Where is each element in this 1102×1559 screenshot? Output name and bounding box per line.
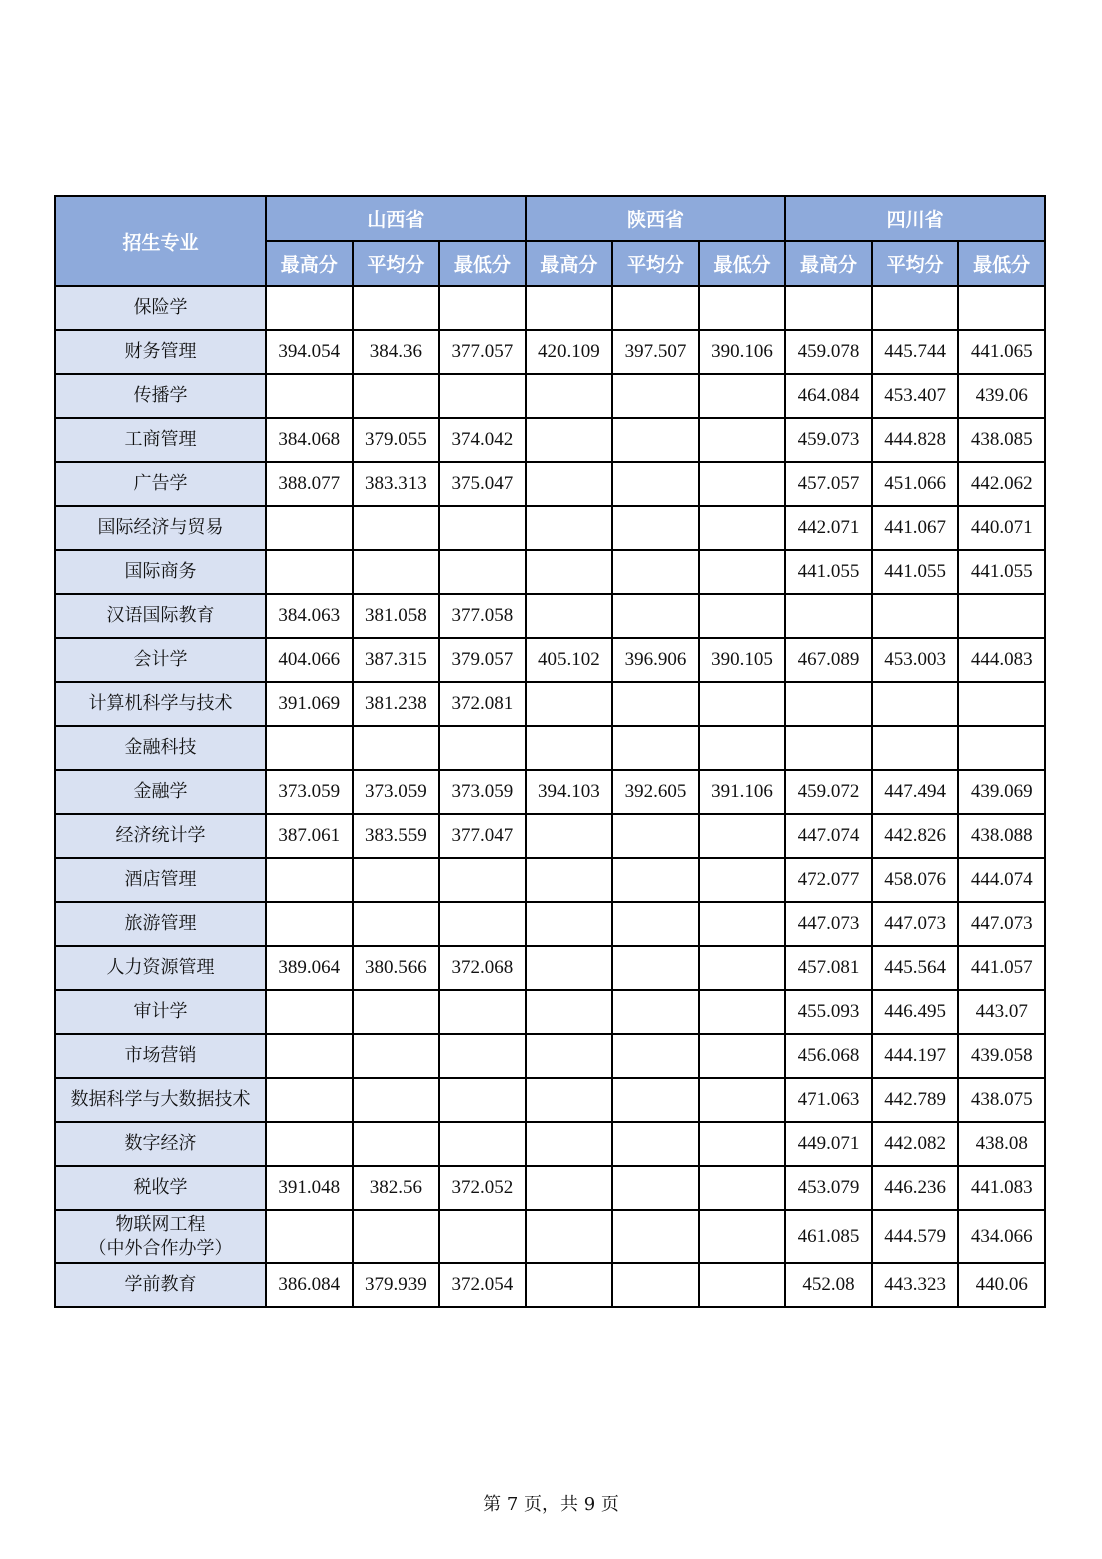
sub-header-min-score: 最低分 xyxy=(699,241,786,286)
score-cell-avg-score xyxy=(612,1166,699,1210)
score-cell-max-score: 404.066 xyxy=(266,638,353,682)
score-cell-avg-score: 442.082 xyxy=(872,1122,959,1166)
table-row xyxy=(55,1166,1045,1210)
score-cell-min-score: 440.06 xyxy=(958,1263,1045,1307)
score-cell-avg-score xyxy=(612,946,699,990)
score-cell-max-score xyxy=(266,1210,353,1263)
score-cell-max-score xyxy=(526,506,613,550)
score-cell-max-score xyxy=(266,990,353,1034)
score-cell-min-score xyxy=(699,858,786,902)
major-cell xyxy=(55,990,266,1034)
major-name: 保险学 xyxy=(133,297,188,318)
score-cell-avg-score: 444.197 xyxy=(872,1034,959,1078)
score-cell-min-score xyxy=(699,1210,786,1263)
score-cell-avg-score: 442.826 xyxy=(872,814,959,858)
score-cell-min-score xyxy=(699,946,786,990)
major-cell xyxy=(55,638,266,682)
score-cell-max-score xyxy=(266,374,353,418)
score-cell-avg-score: 383.313 xyxy=(353,462,440,506)
table-row xyxy=(55,946,1045,990)
score-cell-max-score: 391.048 xyxy=(266,1166,353,1210)
score-cell-min-score xyxy=(699,726,786,770)
major-cell xyxy=(55,1078,266,1122)
score-cell-min-score xyxy=(958,682,1045,726)
score-cell-min-score: 444.083 xyxy=(958,638,1045,682)
score-cell-avg-score xyxy=(353,1210,440,1263)
province-header-sichuan: 四川省 xyxy=(785,196,1045,241)
score-cell-min-score xyxy=(439,990,526,1034)
score-cell-min-score xyxy=(699,990,786,1034)
score-cell-avg-score: 382.56 xyxy=(353,1166,440,1210)
score-cell-avg-score: 453.003 xyxy=(872,638,959,682)
score-cell-min-score: 439.069 xyxy=(958,770,1045,814)
score-cell-min-score xyxy=(699,902,786,946)
major-name: 人力资源管理 xyxy=(106,957,215,978)
score-cell-max-score: 472.077 xyxy=(785,858,872,902)
score-cell-max-score: 461.085 xyxy=(785,1210,872,1263)
major-cell xyxy=(55,418,266,462)
score-cell-avg-score xyxy=(872,286,959,330)
score-cell-min-score xyxy=(699,1034,786,1078)
score-cell-min-score xyxy=(699,814,786,858)
table-row xyxy=(55,1078,1045,1122)
score-cell-min-score: 379.057 xyxy=(439,638,526,682)
score-cell-min-score: 440.071 xyxy=(958,506,1045,550)
score-cell-max-score xyxy=(526,1263,613,1307)
sub-header-min-score: 最低分 xyxy=(439,241,526,286)
score-cell-min-score xyxy=(699,594,786,638)
score-cell-min-score: 441.083 xyxy=(958,1166,1045,1210)
score-cell-max-score: 449.071 xyxy=(785,1122,872,1166)
major-cell xyxy=(55,1034,266,1078)
major-name: 旅游管理 xyxy=(124,913,197,934)
score-cell-avg-score: 380.566 xyxy=(353,946,440,990)
score-cell-max-score xyxy=(526,594,613,638)
table-row xyxy=(55,374,1045,418)
table-row xyxy=(55,594,1045,638)
score-cell-min-score: 373.059 xyxy=(439,770,526,814)
score-cell-avg-score: 446.495 xyxy=(872,990,959,1034)
major-cell xyxy=(55,374,266,418)
score-cell-max-score xyxy=(526,550,613,594)
score-cell-max-score xyxy=(266,286,353,330)
score-cell-max-score: 457.081 xyxy=(785,946,872,990)
score-cell-max-score: 384.068 xyxy=(266,418,353,462)
score-cell-avg-score xyxy=(612,1034,699,1078)
score-cell-avg-score: 444.579 xyxy=(872,1210,959,1263)
score-cell-min-score: 372.054 xyxy=(439,1263,526,1307)
major-cell xyxy=(55,858,266,902)
score-cell-max-score xyxy=(526,1034,613,1078)
score-cell-max-score: 455.093 xyxy=(785,990,872,1034)
score-cell-avg-score xyxy=(353,550,440,594)
score-cell-max-score xyxy=(526,946,613,990)
score-cell-max-score: 442.071 xyxy=(785,506,872,550)
score-cell-min-score: 442.062 xyxy=(958,462,1045,506)
table-row xyxy=(55,1034,1045,1078)
score-cell-avg-score: 447.494 xyxy=(872,770,959,814)
table-row xyxy=(55,814,1045,858)
score-cell-max-score: 405.102 xyxy=(526,638,613,682)
score-cell-max-score xyxy=(526,726,613,770)
score-cell-min-score: 447.073 xyxy=(958,902,1045,946)
score-cell-avg-score xyxy=(353,286,440,330)
major-cell xyxy=(55,330,266,374)
score-cell-min-score: 439.058 xyxy=(958,1034,1045,1078)
score-cell-avg-score xyxy=(353,858,440,902)
score-cell-min-score xyxy=(699,1263,786,1307)
score-cell-min-score xyxy=(699,1078,786,1122)
major-name: 数字经济 xyxy=(124,1133,197,1154)
major-name: 金融学 xyxy=(133,781,188,802)
table-row xyxy=(55,990,1045,1034)
score-cell-avg-score: 396.906 xyxy=(612,638,699,682)
score-cell-avg-score: 451.066 xyxy=(872,462,959,506)
score-cell-min-score xyxy=(958,594,1045,638)
score-cell-min-score: 441.065 xyxy=(958,330,1045,374)
score-cell-avg-score xyxy=(353,1034,440,1078)
score-cell-avg-score: 444.828 xyxy=(872,418,959,462)
score-cell-avg-score: 384.36 xyxy=(353,330,440,374)
score-cell-min-score: 391.106 xyxy=(699,770,786,814)
score-cell-avg-score: 441.067 xyxy=(872,506,959,550)
major-name: 酒店管理 xyxy=(124,869,197,890)
score-cell-avg-score: 397.507 xyxy=(612,330,699,374)
score-cell-min-score xyxy=(699,550,786,594)
table-row xyxy=(55,770,1045,814)
score-cell-min-score: 374.042 xyxy=(439,418,526,462)
score-cell-min-score xyxy=(699,1166,786,1210)
table-row xyxy=(55,330,1045,374)
score-cell-max-score xyxy=(785,594,872,638)
score-cell-min-score: 377.047 xyxy=(439,814,526,858)
score-cell-max-score xyxy=(526,1078,613,1122)
table-row xyxy=(55,286,1045,330)
score-cell-avg-score xyxy=(612,726,699,770)
score-cell-max-score: 441.055 xyxy=(785,550,872,594)
admission-scores-table xyxy=(54,195,1046,1308)
table-row xyxy=(55,1210,1045,1263)
score-cell-avg-score: 379.055 xyxy=(353,418,440,462)
score-cell-min-score xyxy=(439,374,526,418)
major-cell xyxy=(55,814,266,858)
score-cell-avg-score: 458.076 xyxy=(872,858,959,902)
sub-header-max-score: 最高分 xyxy=(785,241,872,286)
score-cell-max-score xyxy=(526,1166,613,1210)
score-cell-max-score: 459.078 xyxy=(785,330,872,374)
table-row xyxy=(55,550,1045,594)
score-cell-min-score: 375.047 xyxy=(439,462,526,506)
score-cell-min-score: 390.105 xyxy=(699,638,786,682)
score-cell-min-score xyxy=(439,1122,526,1166)
score-cell-max-score: 464.084 xyxy=(785,374,872,418)
score-cell-max-score xyxy=(526,462,613,506)
score-cell-avg-score xyxy=(612,990,699,1034)
score-cell-avg-score xyxy=(612,374,699,418)
score-cell-min-score xyxy=(439,726,526,770)
score-cell-avg-score xyxy=(612,594,699,638)
major-cell xyxy=(55,506,266,550)
score-cell-min-score xyxy=(699,374,786,418)
score-cell-max-score xyxy=(266,1034,353,1078)
score-cell-min-score xyxy=(439,286,526,330)
score-cell-avg-score xyxy=(353,902,440,946)
score-cell-avg-score xyxy=(612,1122,699,1166)
score-cell-avg-score xyxy=(612,1078,699,1122)
score-cell-avg-score xyxy=(353,1122,440,1166)
score-cell-avg-score xyxy=(612,1210,699,1263)
score-cell-max-score: 387.061 xyxy=(266,814,353,858)
major-cell xyxy=(55,946,266,990)
major-cell xyxy=(55,1122,266,1166)
score-cell-min-score: 434.066 xyxy=(958,1210,1045,1263)
score-cell-min-score: 441.055 xyxy=(958,550,1045,594)
score-cell-min-score xyxy=(439,902,526,946)
major-name: 税收学 xyxy=(133,1177,188,1198)
score-cell-max-score: 453.079 xyxy=(785,1166,872,1210)
major-name: 经济统计学 xyxy=(115,825,206,846)
score-cell-avg-score xyxy=(872,726,959,770)
score-cell-avg-score: 381.238 xyxy=(353,682,440,726)
score-cell-avg-score xyxy=(353,990,440,1034)
score-cell-max-score xyxy=(526,990,613,1034)
table-row xyxy=(55,902,1045,946)
score-cell-max-score: 467.089 xyxy=(785,638,872,682)
score-cell-avg-score xyxy=(353,1078,440,1122)
score-cell-min-score: 372.068 xyxy=(439,946,526,990)
major-cell xyxy=(55,726,266,770)
score-cell-avg-score: 373.059 xyxy=(353,770,440,814)
score-cell-avg-score xyxy=(612,462,699,506)
major-name: 学前教育 xyxy=(124,1274,197,1295)
major-cell xyxy=(55,286,266,330)
major-name: 数据科学与大数据技术 xyxy=(70,1089,251,1110)
score-cell-max-score xyxy=(785,726,872,770)
score-cell-min-score: 443.07 xyxy=(958,990,1045,1034)
score-cell-max-score xyxy=(266,506,353,550)
score-cell-avg-score xyxy=(353,506,440,550)
table-row xyxy=(55,726,1045,770)
score-cell-min-score xyxy=(699,1122,786,1166)
score-cell-avg-score: 445.744 xyxy=(872,330,959,374)
major-cell xyxy=(55,682,266,726)
major-name-note: （中外合作办学） xyxy=(88,1237,233,1259)
score-cell-avg-score xyxy=(612,286,699,330)
score-cell-min-score: 438.075 xyxy=(958,1078,1045,1122)
major-cell xyxy=(55,550,266,594)
major-name: 国际商务 xyxy=(124,561,197,582)
sub-header-avg-score: 平均分 xyxy=(353,241,440,286)
score-cell-avg-score xyxy=(353,374,440,418)
score-cell-max-score xyxy=(266,1122,353,1166)
score-cell-avg-score xyxy=(872,594,959,638)
score-cell-max-score: 391.069 xyxy=(266,682,353,726)
score-cell-max-score xyxy=(266,902,353,946)
score-cell-min-score xyxy=(439,1078,526,1122)
score-cell-max-score: 456.068 xyxy=(785,1034,872,1078)
score-cell-min-score: 377.057 xyxy=(439,330,526,374)
score-cell-avg-score xyxy=(612,682,699,726)
score-cell-min-score: 372.052 xyxy=(439,1166,526,1210)
major-name: 国际经济与贸易 xyxy=(97,517,224,538)
score-cell-min-score xyxy=(699,506,786,550)
major-name: 计算机科学与技术 xyxy=(88,693,233,714)
major-column-header: 招生专业 xyxy=(55,196,266,286)
major-name: 市场营销 xyxy=(124,1045,197,1066)
score-cell-avg-score: 387.315 xyxy=(353,638,440,682)
score-cell-min-score: 438.08 xyxy=(958,1122,1045,1166)
major-name: 财务管理 xyxy=(124,341,197,362)
score-cell-max-score xyxy=(785,682,872,726)
score-cell-avg-score xyxy=(612,858,699,902)
major-name: 物联网工程 xyxy=(115,1213,206,1235)
score-cell-max-score xyxy=(526,374,613,418)
score-cell-min-score xyxy=(439,550,526,594)
score-cell-max-score xyxy=(785,286,872,330)
score-cell-min-score xyxy=(699,286,786,330)
score-cell-avg-score xyxy=(872,682,959,726)
sub-header-max-score: 最高分 xyxy=(526,241,613,286)
score-cell-min-score xyxy=(699,462,786,506)
score-cell-max-score: 457.057 xyxy=(785,462,872,506)
table-row xyxy=(55,506,1045,550)
score-cell-max-score: 394.054 xyxy=(266,330,353,374)
table-row xyxy=(55,682,1045,726)
score-cell-min-score: 372.081 xyxy=(439,682,526,726)
major-name: 汉语国际教育 xyxy=(106,605,215,626)
score-cell-min-score xyxy=(699,418,786,462)
score-cell-max-score: 471.063 xyxy=(785,1078,872,1122)
major-name: 审计学 xyxy=(133,1001,188,1022)
score-cell-avg-score xyxy=(353,726,440,770)
score-cell-min-score xyxy=(439,858,526,902)
score-cell-min-score: 439.06 xyxy=(958,374,1045,418)
score-cell-avg-score: 446.236 xyxy=(872,1166,959,1210)
score-cell-max-score: 452.08 xyxy=(785,1263,872,1307)
major-cell xyxy=(55,902,266,946)
score-cell-min-score: 438.088 xyxy=(958,814,1045,858)
score-cell-avg-score: 381.058 xyxy=(353,594,440,638)
score-cell-min-score xyxy=(439,1034,526,1078)
score-cell-max-score xyxy=(526,902,613,946)
major-cell xyxy=(55,1263,266,1307)
table-row xyxy=(55,462,1045,506)
score-cell-avg-score xyxy=(612,506,699,550)
table-row xyxy=(55,1263,1045,1307)
score-cell-avg-score xyxy=(612,550,699,594)
score-cell-max-score: 388.077 xyxy=(266,462,353,506)
score-cell-min-score: 444.074 xyxy=(958,858,1045,902)
score-cell-min-score: 390.106 xyxy=(699,330,786,374)
score-cell-max-score: 447.074 xyxy=(785,814,872,858)
score-cell-avg-score: 453.407 xyxy=(872,374,959,418)
score-cell-max-score xyxy=(526,1122,613,1166)
score-cell-min-score: 438.085 xyxy=(958,418,1045,462)
score-cell-avg-score: 443.323 xyxy=(872,1263,959,1307)
score-cell-avg-score xyxy=(612,814,699,858)
score-cell-avg-score: 392.605 xyxy=(612,770,699,814)
score-cell-max-score xyxy=(266,550,353,594)
major-cell xyxy=(55,594,266,638)
score-cell-max-score xyxy=(266,726,353,770)
score-cell-max-score xyxy=(526,858,613,902)
score-cell-avg-score: 442.789 xyxy=(872,1078,959,1122)
score-cell-avg-score: 445.564 xyxy=(872,946,959,990)
score-cell-max-score xyxy=(526,418,613,462)
score-cell-max-score xyxy=(526,814,613,858)
score-cell-max-score: 459.073 xyxy=(785,418,872,462)
major-cell xyxy=(55,1166,266,1210)
major-cell xyxy=(55,770,266,814)
score-cell-min-score xyxy=(958,726,1045,770)
score-cell-avg-score: 379.939 xyxy=(353,1263,440,1307)
score-cell-max-score xyxy=(266,1078,353,1122)
sub-header-max-score: 最高分 xyxy=(266,241,353,286)
table-row xyxy=(55,858,1045,902)
sub-header-avg-score: 平均分 xyxy=(872,241,959,286)
score-cell-avg-score: 441.055 xyxy=(872,550,959,594)
major-name: 工商管理 xyxy=(124,429,197,450)
score-cell-min-score xyxy=(699,682,786,726)
province-header-shanxi: 山西省 xyxy=(266,196,526,241)
sub-header-min-score: 最低分 xyxy=(958,241,1045,286)
score-cell-min-score: 377.058 xyxy=(439,594,526,638)
page-footer: 第 7 页，共 9 页 xyxy=(483,1494,619,1515)
score-cell-max-score: 389.064 xyxy=(266,946,353,990)
score-cell-max-score: 459.072 xyxy=(785,770,872,814)
score-cell-max-score xyxy=(526,682,613,726)
major-cell xyxy=(55,1210,266,1263)
score-cell-avg-score: 383.559 xyxy=(353,814,440,858)
score-cell-max-score: 373.059 xyxy=(266,770,353,814)
score-cell-min-score: 441.057 xyxy=(958,946,1045,990)
score-cell-avg-score xyxy=(612,902,699,946)
score-cell-min-score xyxy=(958,286,1045,330)
score-cell-max-score xyxy=(526,1210,613,1263)
major-name: 金融科技 xyxy=(124,737,197,758)
sub-header-avg-score: 平均分 xyxy=(612,241,699,286)
table-row xyxy=(55,1122,1045,1166)
score-cell-min-score xyxy=(439,1210,526,1263)
table-row xyxy=(55,418,1045,462)
major-name: 传播学 xyxy=(133,385,188,406)
score-cell-avg-score xyxy=(612,1263,699,1307)
score-cell-avg-score xyxy=(612,418,699,462)
score-cell-max-score: 386.084 xyxy=(266,1263,353,1307)
score-cell-avg-score: 447.073 xyxy=(872,902,959,946)
score-cell-max-score: 420.109 xyxy=(526,330,613,374)
score-cell-min-score xyxy=(439,506,526,550)
score-cell-max-score: 384.063 xyxy=(266,594,353,638)
score-cell-max-score xyxy=(526,286,613,330)
table-row xyxy=(55,638,1045,682)
score-cell-max-score: 447.073 xyxy=(785,902,872,946)
major-cell xyxy=(55,462,266,506)
score-cell-max-score xyxy=(266,858,353,902)
major-name: 广告学 xyxy=(133,473,188,494)
major-name: 会计学 xyxy=(133,649,188,670)
score-cell-max-score: 394.103 xyxy=(526,770,613,814)
province-header-shaanxi: 陕西省 xyxy=(526,196,786,241)
